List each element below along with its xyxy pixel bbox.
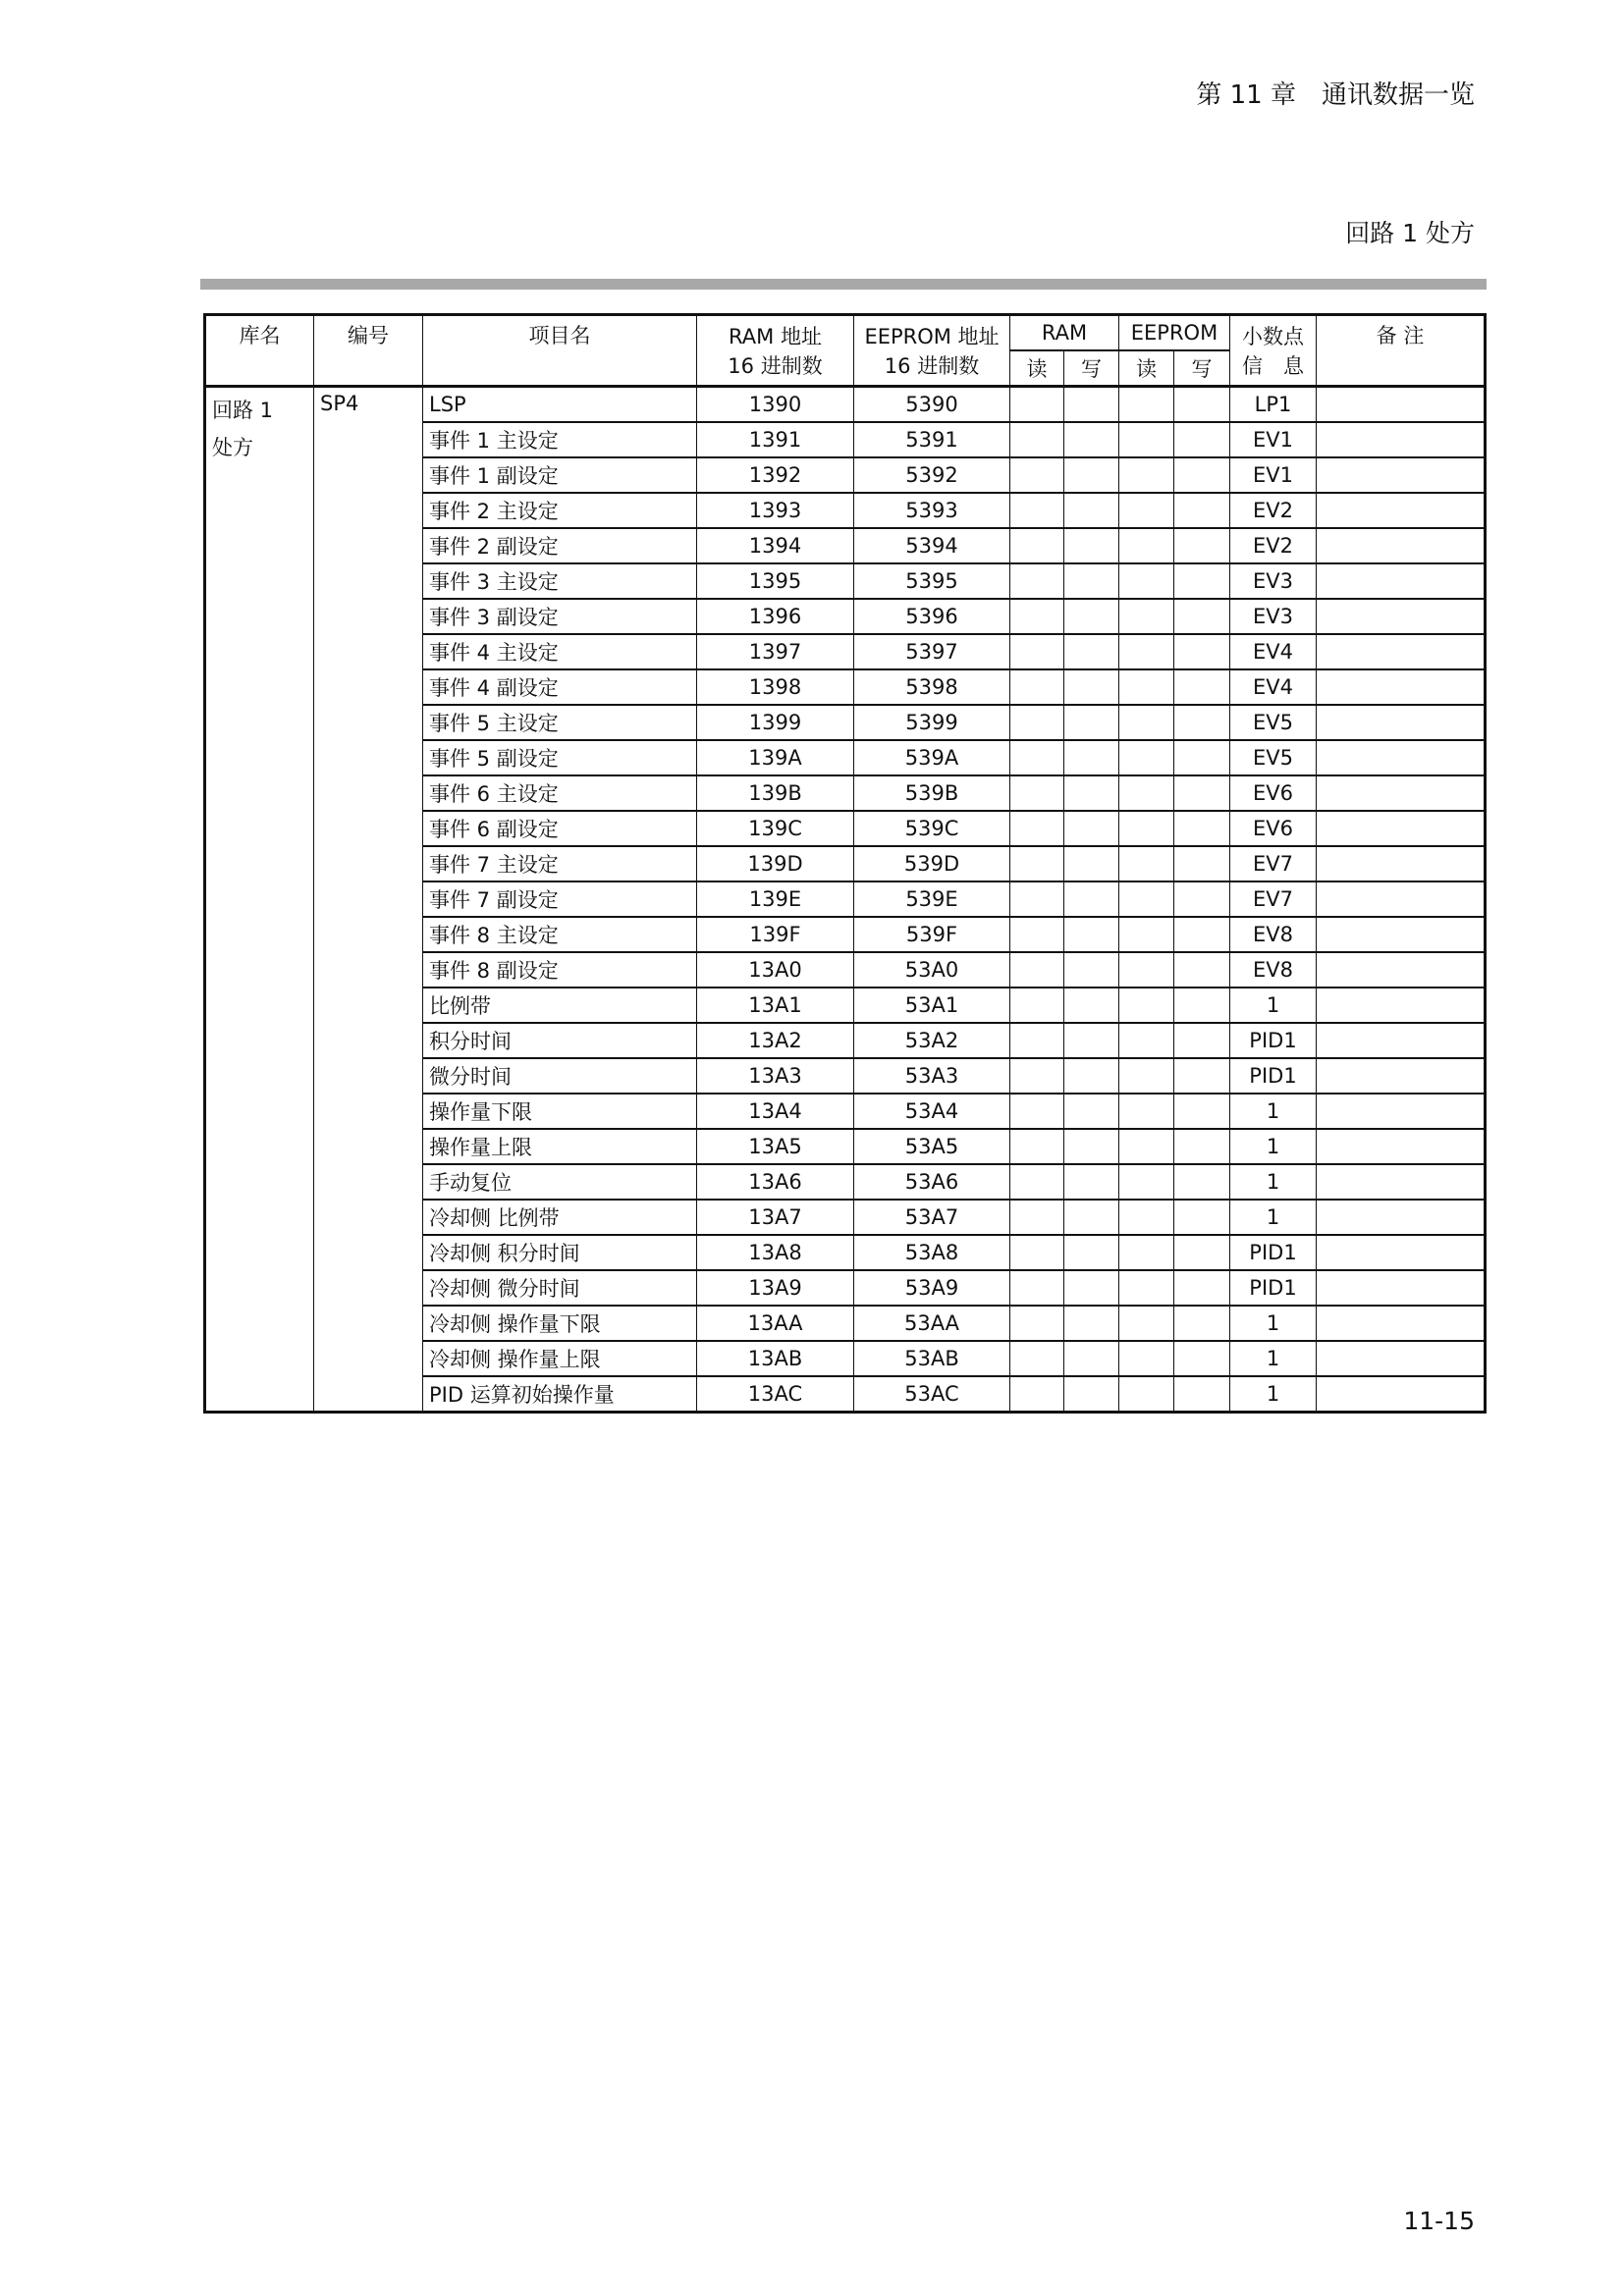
ram-address: 139B (697, 775, 854, 811)
ram-address: 1397 (697, 634, 854, 669)
access-cell (1010, 599, 1064, 634)
access-cell (1119, 1235, 1174, 1270)
ram-address: 1398 (697, 669, 854, 705)
access-cell (1119, 457, 1174, 493)
note-cell (1317, 881, 1486, 917)
decimal-info: 1 (1230, 1129, 1317, 1164)
access-cell (1064, 705, 1119, 740)
access-cell (1064, 1023, 1119, 1058)
address-table (203, 313, 1487, 1414)
decimal-info: 1 (1230, 1306, 1317, 1341)
item-name: 比例带 (423, 988, 697, 1023)
access-cell (1119, 1341, 1174, 1376)
access-cell (1174, 881, 1230, 917)
ram-addr-line1: RAM 地址 (729, 325, 822, 348)
access-cell (1174, 775, 1230, 811)
access-cell (1174, 811, 1230, 846)
access-cell (1174, 952, 1230, 988)
item-name: 事件 3 副设定 (423, 599, 697, 634)
item-name: 事件 4 副设定 (423, 669, 697, 705)
access-cell (1064, 1094, 1119, 1129)
ram-address: 139E (697, 881, 854, 917)
eep-addr-line1: EEPROM 地址 (864, 325, 1000, 348)
access-cell (1119, 1200, 1174, 1235)
access-cell (1174, 387, 1230, 423)
note-cell (1317, 563, 1486, 599)
ram-address: 13AA (697, 1306, 854, 1341)
decimal-info: EV2 (1230, 493, 1317, 528)
ram-address: 13A6 (697, 1164, 854, 1200)
eeprom-address: 53A0 (854, 952, 1010, 988)
access-cell (1010, 493, 1064, 528)
header-num: 编号 (314, 315, 423, 387)
access-cell (1119, 387, 1174, 423)
note-cell (1317, 387, 1486, 423)
ram-address: 13A2 (697, 1023, 854, 1058)
eeprom-address: 5397 (854, 634, 1010, 669)
note-cell (1317, 599, 1486, 634)
item-name: 微分时间 (423, 1058, 697, 1094)
access-cell (1119, 1306, 1174, 1341)
access-cell (1064, 1376, 1119, 1413)
header-ram-read: 读 (1010, 350, 1064, 387)
eeprom-address: 5390 (854, 387, 1010, 423)
eeprom-address: 5398 (854, 669, 1010, 705)
note-cell (1317, 1341, 1486, 1376)
note-cell (1317, 705, 1486, 740)
ram-addr-line2: 16 进制数 (728, 354, 823, 378)
note-cell (1317, 422, 1486, 457)
access-cell (1174, 705, 1230, 740)
note-cell (1317, 1235, 1486, 1270)
access-cell (1119, 528, 1174, 563)
item-name: 冷却侧 比例带 (423, 1200, 697, 1235)
item-name: 事件 8 主设定 (423, 917, 697, 952)
eeprom-address: 5395 (854, 563, 1010, 599)
access-cell (1010, 846, 1064, 881)
item-name: 手动复位 (423, 1164, 697, 1200)
eeprom-address: 539C (854, 811, 1010, 846)
item-name: 冷却侧 微分时间 (423, 1270, 697, 1306)
ram-address: 13A4 (697, 1094, 854, 1129)
access-cell (1119, 563, 1174, 599)
access-cell (1064, 775, 1119, 811)
access-cell (1064, 846, 1119, 881)
eeprom-address: 5392 (854, 457, 1010, 493)
access-cell (1064, 988, 1119, 1023)
eep-addr-line2: 16 进制数 (884, 354, 980, 378)
eeprom-address: 539A (854, 740, 1010, 775)
ram-address: 13A9 (697, 1270, 854, 1306)
access-cell (1119, 917, 1174, 952)
header-lib: 库名 (205, 315, 314, 387)
access-cell (1010, 1341, 1064, 1376)
access-cell (1174, 846, 1230, 881)
note-cell (1317, 669, 1486, 705)
access-cell (1174, 528, 1230, 563)
access-cell (1119, 740, 1174, 775)
access-cell (1010, 422, 1064, 457)
access-cell (1119, 811, 1174, 846)
decimal-info: PID1 (1230, 1058, 1317, 1094)
decimal-info: EV8 (1230, 917, 1317, 952)
decimal-info: EV5 (1230, 705, 1317, 740)
access-cell (1010, 528, 1064, 563)
header-ram-addr (697, 315, 854, 387)
item-name: 事件 2 副设定 (423, 528, 697, 563)
decimal-info: EV1 (1230, 457, 1317, 493)
ram-address: 1394 (697, 528, 854, 563)
access-cell (1174, 634, 1230, 669)
decimal-info: 1 (1230, 1376, 1317, 1413)
eeprom-address: 53AA (854, 1306, 1010, 1341)
decimal-info: 1 (1230, 1164, 1317, 1200)
access-cell (1064, 634, 1119, 669)
note-cell (1317, 740, 1486, 775)
access-cell (1064, 563, 1119, 599)
decimal-info: EV7 (1230, 846, 1317, 881)
note-cell (1317, 457, 1486, 493)
access-cell (1010, 917, 1064, 952)
decimal-info: LP1 (1230, 387, 1317, 423)
access-cell (1064, 669, 1119, 705)
eeprom-address: 5394 (854, 528, 1010, 563)
access-cell (1174, 1023, 1230, 1058)
access-cell (1174, 1235, 1230, 1270)
access-cell (1064, 422, 1119, 457)
access-cell (1119, 1164, 1174, 1200)
eeprom-address: 53A2 (854, 1023, 1010, 1058)
header-decimal (1230, 315, 1317, 387)
eeprom-address: 53A6 (854, 1164, 1010, 1200)
eeprom-address: 53A4 (854, 1094, 1010, 1129)
item-name: 冷却侧 操作量下限 (423, 1306, 697, 1341)
access-cell (1064, 952, 1119, 988)
lib-name-line2: 处方 (212, 436, 253, 459)
access-cell (1010, 1094, 1064, 1129)
access-cell (1174, 988, 1230, 1023)
item-name: 操作量下限 (423, 1094, 697, 1129)
ram-address: 13A7 (697, 1200, 854, 1235)
decimal-info: EV5 (1230, 740, 1317, 775)
item-name: 操作量上限 (423, 1129, 697, 1164)
access-cell (1174, 599, 1230, 634)
access-cell (1174, 669, 1230, 705)
section-title: 回路 1 处方 (1345, 219, 1475, 247)
access-cell (1064, 811, 1119, 846)
decimal-info: EV1 (1230, 422, 1317, 457)
ram-address: 1392 (697, 457, 854, 493)
ram-address: 1391 (697, 422, 854, 457)
note-cell (1317, 846, 1486, 881)
decimal-info: EV3 (1230, 563, 1317, 599)
decimal-info: EV4 (1230, 634, 1317, 669)
ram-address: 1395 (697, 563, 854, 599)
access-cell (1119, 705, 1174, 740)
access-cell (1174, 493, 1230, 528)
access-cell (1010, 669, 1064, 705)
item-name: 事件 6 主设定 (423, 775, 697, 811)
access-cell (1064, 599, 1119, 634)
ram-address: 1390 (697, 387, 854, 423)
access-cell (1064, 528, 1119, 563)
header-ram: RAM (1010, 315, 1119, 351)
access-cell (1119, 988, 1174, 1023)
access-cell (1174, 1270, 1230, 1306)
decimal-info: EV3 (1230, 599, 1317, 634)
access-cell (1119, 599, 1174, 634)
item-name: 事件 6 副设定 (423, 811, 697, 846)
eeprom-address: 53A3 (854, 1058, 1010, 1094)
eeprom-address: 53A7 (854, 1200, 1010, 1235)
decimal-info: EV8 (1230, 952, 1317, 988)
access-cell (1119, 669, 1174, 705)
header-note: 备 注 (1317, 315, 1486, 387)
access-cell (1010, 1235, 1064, 1270)
lib-name-line1: 回路 1 (212, 399, 274, 422)
access-cell (1064, 387, 1119, 423)
note-cell (1317, 952, 1486, 988)
table-row (205, 387, 1486, 423)
decimal-info: PID1 (1230, 1023, 1317, 1058)
access-cell (1010, 1306, 1064, 1341)
note-cell (1317, 1200, 1486, 1235)
eeprom-address: 53A8 (854, 1235, 1010, 1270)
access-cell (1064, 1058, 1119, 1094)
header-eep-addr (854, 315, 1010, 387)
ram-address: 13A8 (697, 1235, 854, 1270)
access-cell (1064, 1129, 1119, 1164)
ram-address: 1399 (697, 705, 854, 740)
access-cell (1174, 422, 1230, 457)
item-name: 积分时间 (423, 1023, 697, 1058)
item-name: 事件 1 副设定 (423, 457, 697, 493)
eeprom-address: 5391 (854, 422, 1010, 457)
access-cell (1119, 881, 1174, 917)
ram-address: 13A5 (697, 1129, 854, 1164)
item-name: LSP (423, 387, 697, 423)
decimal-info: EV7 (1230, 881, 1317, 917)
note-cell (1317, 1164, 1486, 1200)
access-cell (1174, 1094, 1230, 1129)
note-cell (1317, 1129, 1486, 1164)
decimal-line1: 小数点 (1242, 325, 1304, 348)
ram-address: 139D (697, 846, 854, 881)
lib-name (205, 387, 314, 1413)
access-cell (1064, 917, 1119, 952)
ram-address: 139C (697, 811, 854, 846)
access-cell (1010, 775, 1064, 811)
eeprom-address: 539F (854, 917, 1010, 952)
decimal-info: EV6 (1230, 811, 1317, 846)
access-cell (1064, 740, 1119, 775)
eeprom-address: 53A9 (854, 1270, 1010, 1306)
decimal-info: EV6 (1230, 775, 1317, 811)
access-cell (1064, 457, 1119, 493)
access-cell (1174, 1164, 1230, 1200)
access-cell (1064, 1200, 1119, 1235)
header-eep-write: 写 (1174, 350, 1230, 387)
access-cell (1010, 1200, 1064, 1235)
item-name: PID 运算初始操作量 (423, 1376, 697, 1413)
note-cell (1317, 1270, 1486, 1306)
access-cell (1010, 1164, 1064, 1200)
eeprom-address: 53A1 (854, 988, 1010, 1023)
access-cell (1119, 952, 1174, 988)
item-name: 事件 3 主设定 (423, 563, 697, 599)
ram-address: 1396 (697, 599, 854, 634)
access-cell (1064, 1235, 1119, 1270)
note-cell (1317, 1023, 1486, 1058)
access-cell (1174, 917, 1230, 952)
access-cell (1174, 563, 1230, 599)
access-cell (1064, 1270, 1119, 1306)
eeprom-address: 539D (854, 846, 1010, 881)
note-cell (1317, 988, 1486, 1023)
access-cell (1010, 705, 1064, 740)
access-cell (1119, 493, 1174, 528)
note-cell (1317, 1306, 1486, 1341)
note-cell (1317, 1094, 1486, 1129)
item-name: 事件 5 副设定 (423, 740, 697, 775)
eeprom-address: 53A5 (854, 1129, 1010, 1164)
eeprom-address: 53AC (854, 1376, 1010, 1413)
eeprom-address: 5393 (854, 493, 1010, 528)
access-cell (1119, 1270, 1174, 1306)
access-cell (1010, 1376, 1064, 1413)
access-cell (1064, 1306, 1119, 1341)
decimal-info: 1 (1230, 988, 1317, 1023)
note-cell (1317, 917, 1486, 952)
item-name: 事件 4 主设定 (423, 634, 697, 669)
ram-address: 139A (697, 740, 854, 775)
decimal-info: 1 (1230, 1094, 1317, 1129)
decimal-info: PID1 (1230, 1235, 1317, 1270)
access-cell (1010, 1129, 1064, 1164)
item-name: 事件 1 主设定 (423, 422, 697, 457)
access-cell (1174, 1341, 1230, 1376)
header-ram-write: 写 (1064, 350, 1119, 387)
access-cell (1010, 1270, 1064, 1306)
access-cell (1064, 493, 1119, 528)
access-cell (1119, 775, 1174, 811)
access-cell (1010, 988, 1064, 1023)
access-cell (1064, 1341, 1119, 1376)
access-cell (1119, 1023, 1174, 1058)
divider-bar (200, 279, 1487, 290)
access-cell (1119, 846, 1174, 881)
access-cell (1174, 1058, 1230, 1094)
ram-address: 1393 (697, 493, 854, 528)
item-name: 冷却侧 积分时间 (423, 1235, 697, 1270)
ram-address: 13AB (697, 1341, 854, 1376)
access-cell (1174, 1200, 1230, 1235)
note-cell (1317, 775, 1486, 811)
access-cell (1174, 1129, 1230, 1164)
access-cell (1064, 881, 1119, 917)
item-name: 事件 2 主设定 (423, 493, 697, 528)
access-cell (1010, 881, 1064, 917)
header-item: 项目名 (423, 315, 697, 387)
header-eeprom: EEPROM (1119, 315, 1230, 351)
ram-address: 13A3 (697, 1058, 854, 1094)
decimal-line2: 信 息 (1242, 354, 1304, 378)
note-cell (1317, 634, 1486, 669)
note-cell (1317, 1058, 1486, 1094)
access-cell (1174, 457, 1230, 493)
decimal-info: 1 (1230, 1200, 1317, 1235)
access-cell (1119, 1094, 1174, 1129)
access-cell (1119, 1058, 1174, 1094)
access-cell (1010, 634, 1064, 669)
item-name: 事件 7 副设定 (423, 881, 697, 917)
access-cell (1010, 387, 1064, 423)
access-cell (1174, 1306, 1230, 1341)
access-cell (1119, 634, 1174, 669)
access-cell (1119, 1129, 1174, 1164)
access-cell (1010, 1023, 1064, 1058)
access-cell (1119, 1376, 1174, 1413)
access-cell (1010, 952, 1064, 988)
access-cell (1010, 1058, 1064, 1094)
decimal-info: EV2 (1230, 528, 1317, 563)
access-cell (1174, 1376, 1230, 1413)
eeprom-address: 5396 (854, 599, 1010, 634)
eeprom-address: 539B (854, 775, 1010, 811)
note-cell (1317, 811, 1486, 846)
item-name: 事件 7 主设定 (423, 846, 697, 881)
access-cell (1119, 422, 1174, 457)
decimal-info: EV4 (1230, 669, 1317, 705)
access-cell (1064, 1164, 1119, 1200)
decimal-info: 1 (1230, 1341, 1317, 1376)
item-name: 事件 5 主设定 (423, 705, 697, 740)
item-name: 事件 8 副设定 (423, 952, 697, 988)
eeprom-address: 53AB (854, 1341, 1010, 1376)
header-eep-read: 读 (1119, 350, 1174, 387)
note-cell (1317, 528, 1486, 563)
ram-address: 13AC (697, 1376, 854, 1413)
note-cell (1317, 1376, 1486, 1413)
decimal-info: PID1 (1230, 1270, 1317, 1306)
note-cell (1317, 493, 1486, 528)
ram-address: 139F (697, 917, 854, 952)
item-name: 冷却侧 操作量上限 (423, 1341, 697, 1376)
access-cell (1010, 740, 1064, 775)
ram-address: 13A0 (697, 952, 854, 988)
eeprom-address: 539E (854, 881, 1010, 917)
chapter-title: 第 11 章 通讯数据一览 (1196, 80, 1475, 110)
ram-address: 13A1 (697, 988, 854, 1023)
eeprom-address: 5399 (854, 705, 1010, 740)
page-number: 11-15 (1403, 2207, 1475, 2235)
access-cell (1010, 811, 1064, 846)
access-cell (1010, 457, 1064, 493)
number: SP4 (314, 387, 423, 1413)
access-cell (1174, 740, 1230, 775)
access-cell (1010, 563, 1064, 599)
